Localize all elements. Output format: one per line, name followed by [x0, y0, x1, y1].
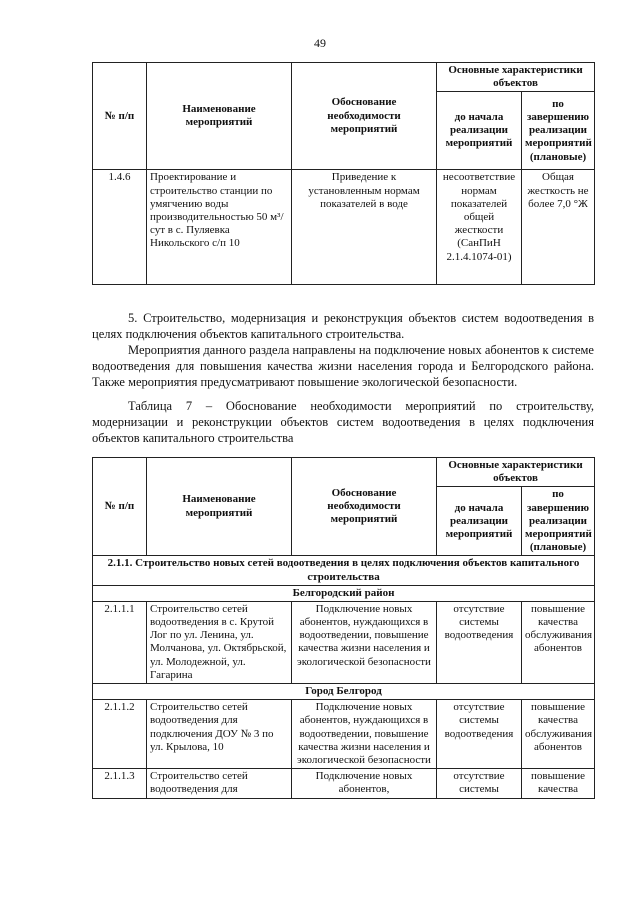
row-num: 2.1.1.2 — [93, 700, 147, 769]
row-before: отсутствие системы водоотведения — [437, 601, 522, 683]
table-7 — [92, 457, 595, 799]
header-before: до начала реализации мероприятий — [437, 487, 522, 556]
header-justification: Обоснование необходимости мероприятий — [292, 458, 437, 556]
row-justification: Приведение к установленным нормам показателей в воде — [292, 170, 437, 285]
header-characteristics: Основные характеристики объектов — [437, 63, 595, 92]
row-name: Строительство сетей водоотведения для подключения ДОУ № 3 по ул. Крылова, 10 — [147, 700, 292, 769]
table-row — [93, 170, 595, 285]
table-row — [93, 700, 595, 769]
row-after: повышение качества — [522, 769, 595, 798]
row-before: отсутствие системы — [437, 769, 522, 798]
header-after: по завершению реализации мероприятий (плановые) — [522, 487, 595, 556]
row-name: Строительство сетей водоотведения для — [147, 769, 292, 798]
paragraph-description: Мероприятия данного раздела направлены на подключение новых абонентов к системе водоотведения для повышения качества жизни населения города и Белгородского района. Также мероприятия предусматривают повышение экологической безопасности. — [92, 343, 594, 389]
row-before: отсутствие системы водоотведения — [437, 700, 522, 769]
header-characteristics: Основные характеристики объектов — [437, 458, 595, 487]
table-row — [93, 601, 595, 683]
row-after: повышение качества обслуживания абонентов — [522, 601, 595, 683]
header-num: № п/п — [93, 63, 147, 170]
header-name: Наименование мероприятий — [147, 63, 292, 170]
row-name: Строительство сетей водоотведения в с. Крутой Лог по ул. Ленина, ул. Молчанова, ул. Октябрьской, ул. Молодежной, ул. Гагарина — [147, 601, 292, 683]
header-before: до начала реализации мероприятий — [437, 92, 522, 170]
header-name: Наименование мероприятий — [147, 458, 292, 556]
row-num: 2.1.1.1 — [93, 601, 147, 683]
table-row — [93, 769, 595, 798]
row-after: Общая жесткость не более 7,0 °Ж — [522, 170, 595, 285]
row-after: повышение качества обслуживания абонентов — [522, 700, 595, 769]
row-num: 2.1.1.3 — [93, 769, 147, 798]
row-num: 1.4.6 — [93, 170, 147, 285]
paragraph-5: 5. Строительство, модернизация и реконструкция объектов систем водоотведения в целях подключения объектов капитального строительства. — [92, 311, 594, 341]
row-justification: Подключение новых абонентов, — [292, 769, 437, 798]
row-name: Проектирование и строительство станции по умягчению воды производительностью 50 м³/сут в с. Пуляевка Никольского с/п 10 — [147, 170, 292, 285]
group-district: Белгородский район — [93, 585, 595, 601]
table-6-fragment — [92, 62, 595, 285]
page-number: 49 — [314, 36, 326, 50]
row-before: несоответствие нормам показателей общей жесткости (СанПиН 2.1.4.1074-01) — [437, 170, 522, 285]
header-justification: Обоснование необходимости мероприятий — [292, 63, 437, 170]
header-after: по завершению реализации мероприятий (плановые) — [522, 92, 595, 170]
table-7-caption: Таблица 7 – Обоснование необходимости мероприятий по строительству, модернизации и реконструкции объектов систем водоотведения в целях подключения объектов капитального строительства — [92, 399, 594, 445]
row-justification: Подключение новых абонентов, нуждающихся в водоотведении, повышение качества жизни населения и экологической безопасности — [292, 700, 437, 769]
header-num: № п/п — [93, 458, 147, 556]
group-city: Город Белгород — [93, 684, 595, 700]
section-heading: 2.1.1. Строительство новых сетей водоотведения в целях подключения объектов капитального строительства — [93, 556, 595, 585]
row-justification: Подключение новых абонентов, нуждающихся в водоотведении, повышение качества жизни населения и экологической безопасности — [292, 601, 437, 683]
